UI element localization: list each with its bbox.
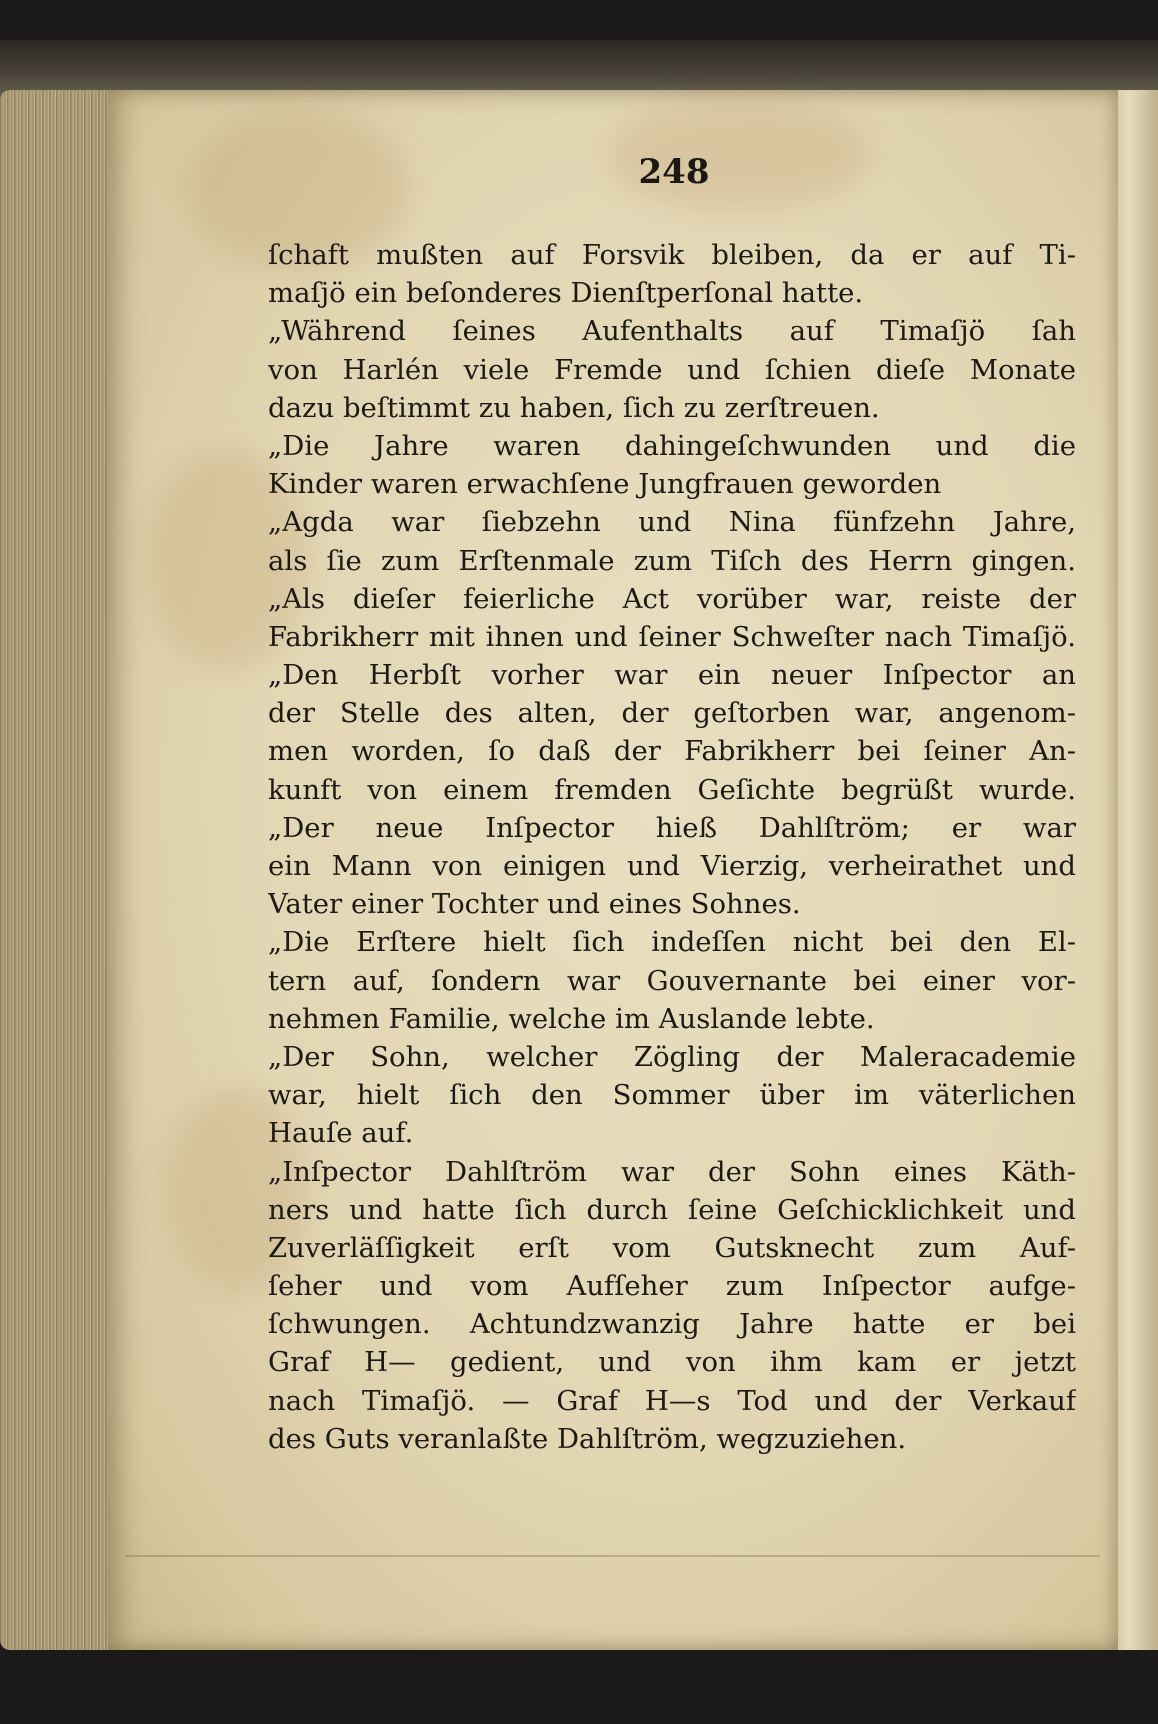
text-line: nehmen Familie, welche im Auslande lebte. — [268, 1002, 875, 1035]
text-line: von Harlén viele Fremde und ſchien dieſe Monate — [268, 353, 1076, 386]
text-line: als ſie zum Erſtenmale zum Tiſch des Herrn gingen. — [268, 544, 1076, 577]
text-line: „Inſpector Dahlſtröm war der Sohn eines Käth- — [268, 1155, 1076, 1188]
text-line: men worden, ſo daß der Fabrikherr bei ſeiner An- — [268, 735, 1076, 768]
text-line: „Der neue Inſpector hieß Dahlſtröm; er war — [268, 811, 1076, 844]
text-line: der Stelle des alten, der geſtorben war, angenom- — [268, 697, 1076, 730]
text-line: dazu beſtimmt zu haben, ſich zu zerſtreuen. — [268, 391, 880, 424]
text-line: ners und hatte ſich durch ſeine Geſchicklichkeit und — [268, 1193, 1076, 1226]
text-line: Graf H— gedient, und von ihm kam er jetzt — [268, 1346, 1076, 1379]
text-line: maſjö ein beſonderes Dienſtperſonal hatte. — [268, 277, 864, 310]
text-line: „Die Jahre waren dahingeſchwunden und die — [268, 429, 1076, 462]
text-line: ein Mann von einigen und Vierzig, verheirathet und — [268, 850, 1076, 882]
text-line: nach Timaſjö. — Graf H—s Tod und der Verkauf — [268, 1384, 1076, 1417]
text-line: Kinder waren erwachſene Jungfrauen geworden — [268, 468, 942, 501]
text-line: kunft von einem fremden Geſichte begrüßt wurde. — [268, 773, 1076, 806]
text-line: war, hielt ſich den Sommer über im väterlichen — [268, 1079, 1076, 1112]
text-line: „Als dieſer feierliche Act vorüber war, reiste der — [268, 582, 1076, 615]
text-line: „Die Erſtere hielt ſich indeſſen nicht bei den El- — [268, 926, 1076, 959]
text-line: des Guts veranlaßte Dahlſtröm, wegzuziehen. — [268, 1422, 907, 1455]
text-line: Fabrikherr mit ihnen und ſeiner Schweſter nach Timaſjö. — [268, 620, 1076, 653]
text-line: Zuverläſſigkeit erſt vom Gutsknecht zum Auf- — [268, 1231, 1076, 1264]
page-bottom-shadow — [125, 1555, 1100, 1557]
text-line: „Der Sohn, welcher Zögling der Maleracademie — [268, 1040, 1076, 1073]
page-text — [268, 236, 1076, 1458]
text-line: Hauſe auf. — [268, 1117, 414, 1150]
text-line: „Den Herbſt vorher war ein neuer Inſpector an — [268, 659, 1076, 692]
text-line: „Während ſeines Aufenthalts auf Timaſjö ſah — [268, 315, 1076, 348]
text-line: Vater einer Tochter und eines Sohnes. — [268, 888, 801, 921]
text-line: ſchaft mußten auf Forsvik bleiben, da er auf Ti- — [268, 239, 1076, 271]
text-line: ſeher und vom Aufſeher zum Inſpector aufge- — [268, 1270, 1076, 1303]
text-line: „Agda war ſiebzehn und Nina fünfzehn Jahre, — [268, 506, 1076, 539]
page-number: 248 — [638, 152, 710, 192]
text-line: tern auf, ſondern war Gouvernante bei einer vor- — [268, 964, 1076, 997]
page-edges — [0, 90, 120, 1650]
text-line: ſchwungen. Achtundzwanzig Jahre hatte er bei — [268, 1308, 1076, 1341]
